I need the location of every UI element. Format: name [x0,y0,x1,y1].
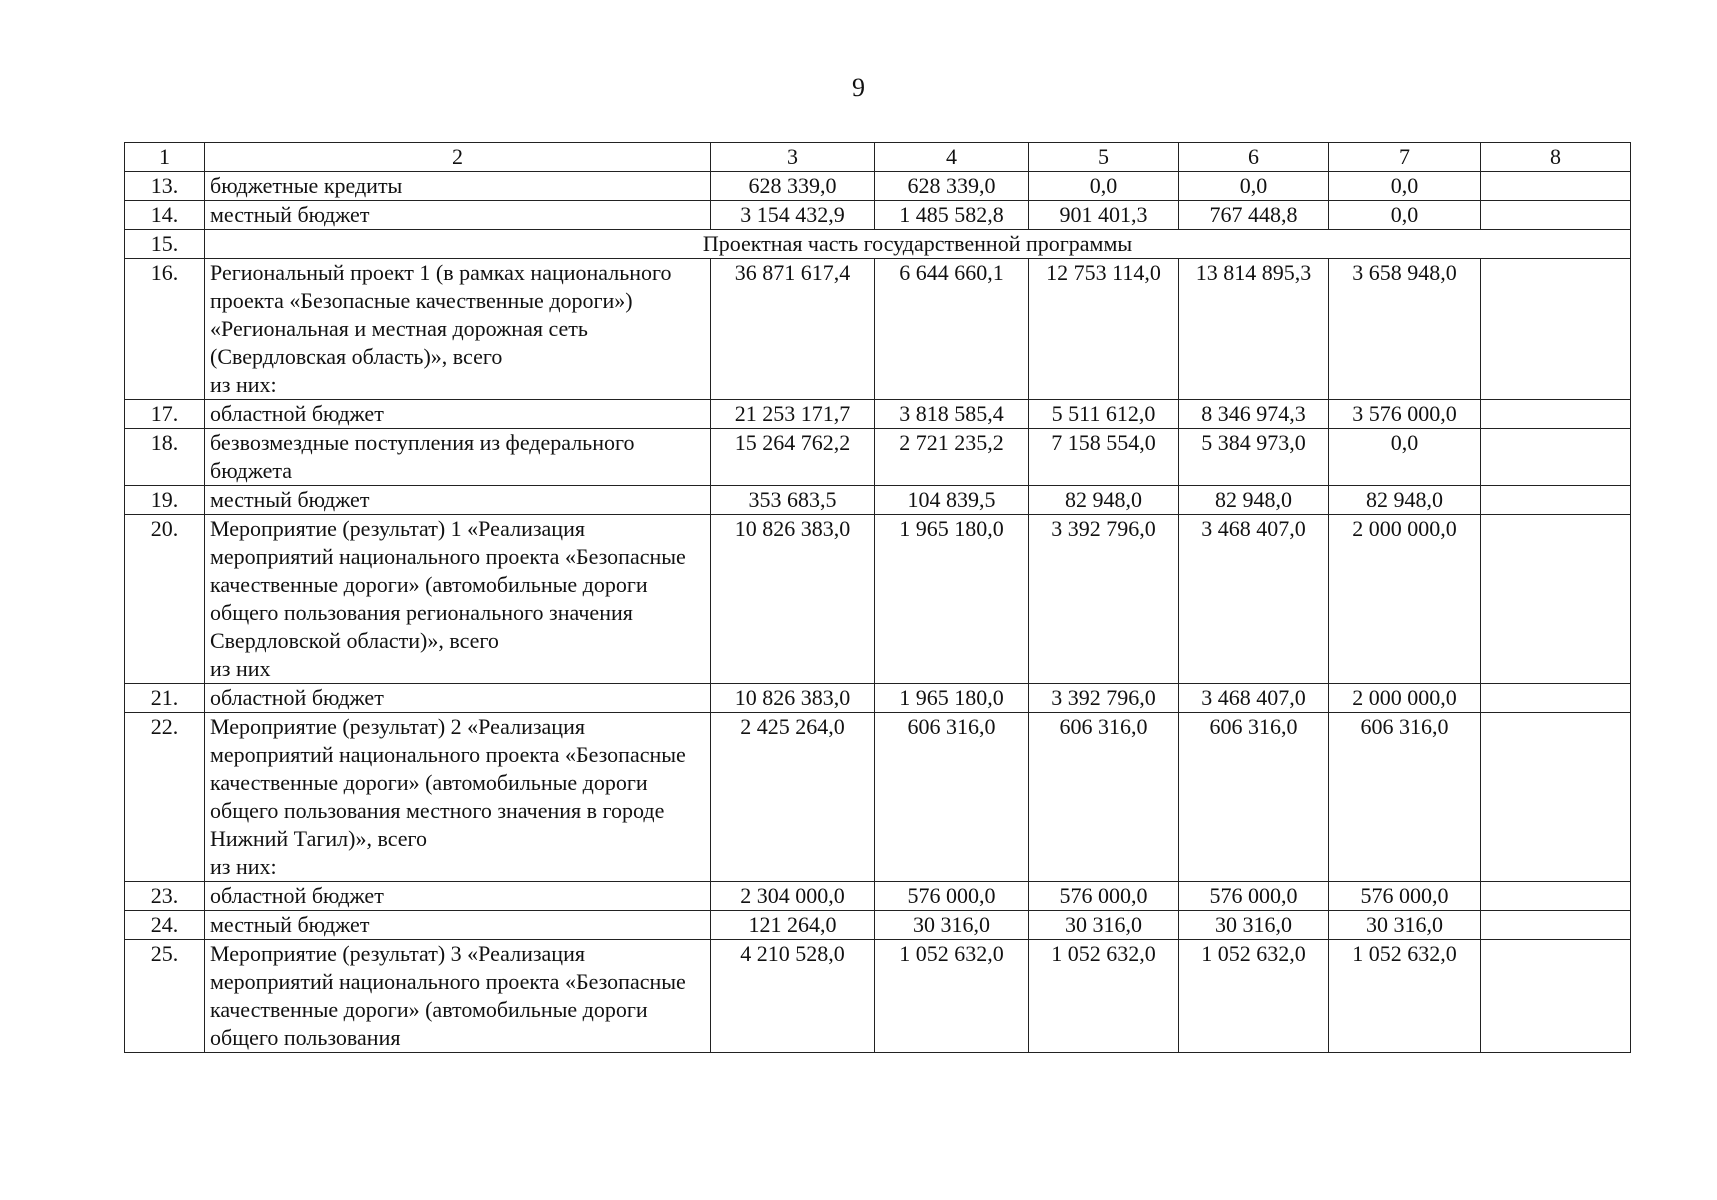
column-header: 8 [1481,143,1631,172]
row-label: бюджетные кредиты [205,172,711,201]
value-cell: 576 000,0 [875,882,1029,911]
value-cell: 576 000,0 [1179,882,1329,911]
row-label: Мероприятие (результат) 2 «Реализация мероприятий национального проекта «Безопасные качественные дороги» (автомобильные дороги общего пользования местного значения в городе Нижний Тагил)», всего из них: [205,713,711,882]
table-row [125,684,1631,713]
value-cell: 30 316,0 [1329,911,1481,940]
value-cell: 1 052 632,0 [1329,940,1481,1053]
value-cell: 3 818 585,4 [875,400,1029,429]
value-cell: 3 576 000,0 [1329,400,1481,429]
value-cell: 1 965 180,0 [875,684,1029,713]
row-number: 20. [125,515,205,684]
value-cell: 3 658 948,0 [1329,259,1481,400]
row-number: 23. [125,882,205,911]
value-cell [1481,713,1631,882]
value-cell: 7 158 554,0 [1029,429,1179,486]
table-row [125,486,1631,515]
value-cell: 2 304 000,0 [711,882,875,911]
value-cell: 10 826 383,0 [711,515,875,684]
value-cell: 2 000 000,0 [1329,515,1481,684]
value-cell: 6 644 660,1 [875,259,1029,400]
value-cell: 2 721 235,2 [875,429,1029,486]
column-header: 3 [711,143,875,172]
value-cell: 0,0 [1329,201,1481,230]
value-cell: 82 948,0 [1179,486,1329,515]
value-cell: 3 154 432,9 [711,201,875,230]
value-cell: 606 316,0 [1029,713,1179,882]
value-cell: 0,0 [1329,429,1481,486]
value-cell: 606 316,0 [875,713,1029,882]
row-label: областной бюджет [205,684,711,713]
value-cell: 0,0 [1029,172,1179,201]
value-cell: 353 683,5 [711,486,875,515]
value-cell: 576 000,0 [1029,882,1179,911]
table-row [125,400,1631,429]
value-cell [1481,684,1631,713]
row-number: 16. [125,259,205,400]
value-cell: 30 316,0 [875,911,1029,940]
section-heading: Проектная часть государственной программы [205,230,1631,259]
value-cell: 121 264,0 [711,911,875,940]
value-cell: 36 871 617,4 [711,259,875,400]
value-cell: 15 264 762,2 [711,429,875,486]
row-number: 13. [125,172,205,201]
value-cell: 606 316,0 [1179,713,1329,882]
row-number: 21. [125,684,205,713]
column-header: 1 [125,143,205,172]
column-header: 4 [875,143,1029,172]
value-cell [1481,940,1631,1053]
row-number: 22. [125,713,205,882]
value-cell [1481,882,1631,911]
value-cell [1481,400,1631,429]
value-cell: 82 948,0 [1329,486,1481,515]
value-cell: 82 948,0 [1029,486,1179,515]
value-cell: 4 210 528,0 [711,940,875,1053]
value-cell: 3 468 407,0 [1179,684,1329,713]
table-row [125,515,1631,684]
value-cell: 628 339,0 [711,172,875,201]
value-cell: 3 392 796,0 [1029,684,1179,713]
row-number: 19. [125,486,205,515]
row-label: областной бюджет [205,882,711,911]
value-cell [1481,515,1631,684]
budget-table [124,142,1631,1053]
table-row [125,429,1631,486]
value-cell: 1 052 632,0 [875,940,1029,1053]
value-cell: 5 384 973,0 [1179,429,1329,486]
value-cell: 0,0 [1179,172,1329,201]
row-label: Мероприятие (результат) 1 «Реализация мероприятий национального проекта «Безопасные качественные дороги» (автомобильные дороги общего пользования регионального значения Свердловской области)», всего из них [205,515,711,684]
row-label: местный бюджет [205,486,711,515]
column-header: 6 [1179,143,1329,172]
value-cell: 901 401,3 [1029,201,1179,230]
table-row [125,911,1631,940]
value-cell: 10 826 383,0 [711,684,875,713]
value-cell: 0,0 [1329,172,1481,201]
value-cell [1481,259,1631,400]
row-label: местный бюджет [205,201,711,230]
row-label: Мероприятие (результат) 3 «Реализация мероприятий национального проекта «Безопасные качественные дороги» (автомобильные дороги общего пользования [205,940,711,1053]
value-cell: 30 316,0 [1179,911,1329,940]
value-cell [1481,486,1631,515]
row-number: 24. [125,911,205,940]
value-cell [1481,911,1631,940]
value-cell: 104 839,5 [875,486,1029,515]
table-row [125,882,1631,911]
table-row [125,230,1631,259]
row-number: 15. [125,230,205,259]
value-cell: 2 000 000,0 [1329,684,1481,713]
value-cell [1481,429,1631,486]
value-cell: 1 485 582,8 [875,201,1029,230]
row-number: 14. [125,201,205,230]
table-row [125,713,1631,882]
row-label: безвозмездные поступления из федерального бюджета [205,429,711,486]
value-cell: 21 253 171,7 [711,400,875,429]
page-number: 9 [852,73,865,102]
value-cell: 3 468 407,0 [1179,515,1329,684]
value-cell: 13 814 895,3 [1179,259,1329,400]
table-row [125,940,1631,1053]
row-number: 18. [125,429,205,486]
value-cell: 606 316,0 [1329,713,1481,882]
value-cell [1481,201,1631,230]
row-label: областной бюджет [205,400,711,429]
row-label: местный бюджет [205,911,711,940]
value-cell: 5 511 612,0 [1029,400,1179,429]
value-cell: 1 965 180,0 [875,515,1029,684]
value-cell: 12 753 114,0 [1029,259,1179,400]
table-row [125,201,1631,230]
row-number: 25. [125,940,205,1053]
value-cell: 767 448,8 [1179,201,1329,230]
value-cell: 30 316,0 [1029,911,1179,940]
value-cell: 8 346 974,3 [1179,400,1329,429]
column-header: 7 [1329,143,1481,172]
value-cell: 1 052 632,0 [1029,940,1179,1053]
value-cell: 576 000,0 [1329,882,1481,911]
value-cell: 2 425 264,0 [711,713,875,882]
table-row [125,172,1631,201]
table-row [125,259,1631,400]
value-cell: 3 392 796,0 [1029,515,1179,684]
row-label: Региональный проект 1 (в рамках национального проекта «Безопасные качественные дороги») «Региональная и местная дорожная сеть (Свердловская область)», всего из них: [205,259,711,400]
column-header: 2 [205,143,711,172]
column-header: 5 [1029,143,1179,172]
value-cell: 628 339,0 [875,172,1029,201]
value-cell [1481,172,1631,201]
value-cell: 1 052 632,0 [1179,940,1329,1053]
row-number: 17. [125,400,205,429]
column-number-row [125,143,1631,172]
